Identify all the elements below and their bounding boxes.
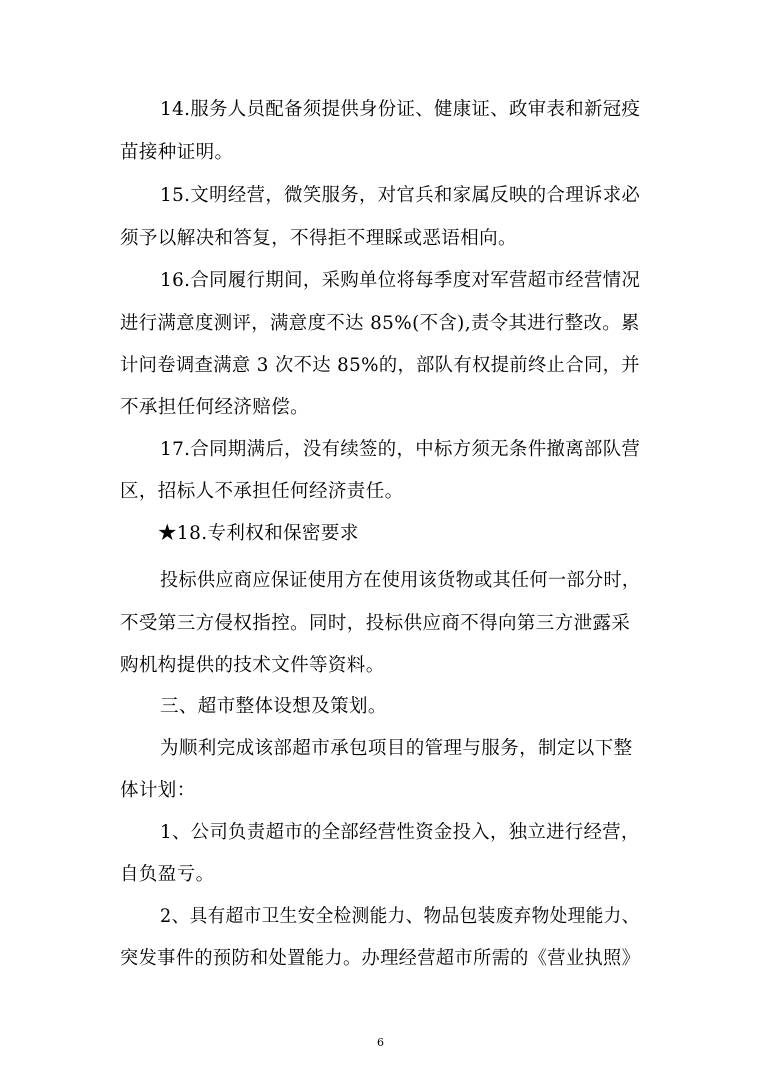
paragraph-line: 购机构提供的技术文件等资料。 [120, 655, 385, 676]
paragraph-line: 15.文明经营，微笑服务，对官兵和家属反映的合理诉求必 [160, 185, 641, 206]
paragraph-line: 苗接种证明。 [120, 142, 234, 163]
paragraph-line: 2、具有超市卫生安全检测能力、物品包装废弃物处理能力、 [160, 906, 640, 927]
paragraph-line: 体计划： [120, 780, 196, 801]
paragraph-line: 须予以解决和答复，不得拒不理睬或恶语相向。 [120, 228, 517, 249]
paragraph-line: 进行满意度测评，满意度不达 85%(不含),责令其进行整改。累 [120, 313, 640, 334]
paragraph-line: 区，招标人不承担任何经济责任。 [120, 481, 404, 502]
paragraph-line: 为顺利完成该部超市承包项目的管理与服务，制定以下整 [160, 738, 633, 759]
paragraph-line: 17.合同期满后，没有续签的，中标方须无条件撤离部队营 [160, 439, 641, 460]
section-heading: 三、超市整体设想及策划。 [160, 696, 387, 717]
paragraph-line: 不受第三方侵权指控。同时，投标供应商不得向第三方泄露采 [120, 613, 631, 634]
page-number: 6 [377, 1036, 384, 1049]
section-heading: ★18.专利权和保密要求 [158, 523, 359, 544]
paragraph-line: 投标供应商应保证使用方在使用该货物或其任何一部分时， [160, 570, 641, 591]
paragraph-line: 不承担任何经济赔偿。 [120, 397, 310, 418]
paragraph-line: 1、公司负责超市的全部经营性资金投入，独立进行经营， [160, 822, 640, 843]
paragraph-line: 计问卷调查满意 3 次不达 85%的，部队有权提前终止合同，并 [120, 355, 640, 376]
paragraph-line: 14.服务人员配备须提供身份证、健康证、政审表和新冠疫 [160, 99, 641, 120]
paragraph-line: 16.合同履行期间，采购单位将每季度对军营超市经营情况 [160, 270, 641, 291]
paragraph-line: 突发事件的预防和处置能力。办理经营超市所需的《营业执照》 [120, 948, 641, 969]
paragraph-line: 自负盈亏。 [120, 864, 215, 885]
